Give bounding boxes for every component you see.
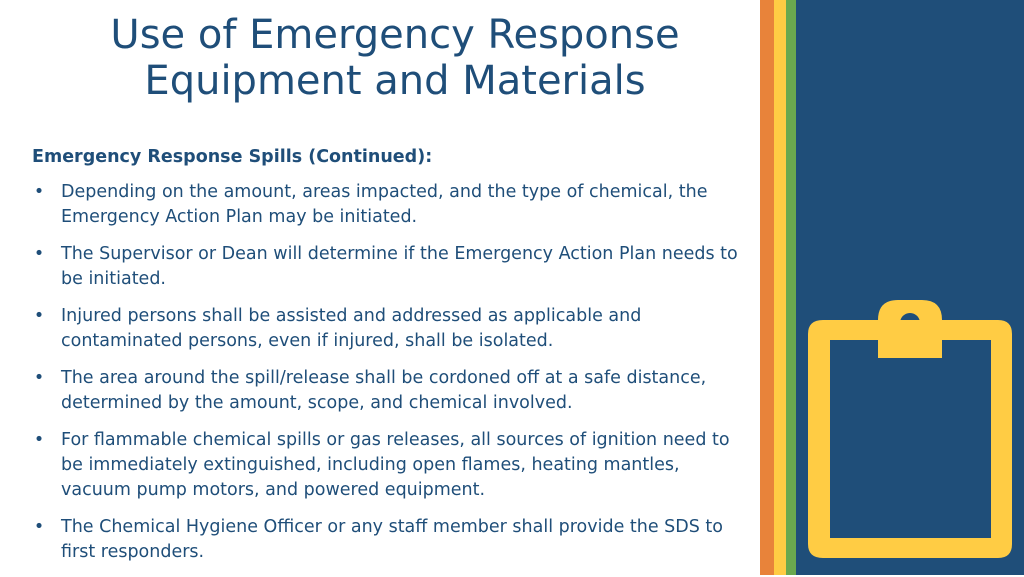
- bullet-icon: •: [33, 182, 45, 202]
- bullet-item: [32, 366, 752, 416]
- section-subheading: Emergency Response Spills (Continued):: [32, 147, 433, 167]
- accent-stripe-green: [786, 0, 796, 575]
- bullet-text: For flammable chemical spills or gas releases, all sources of ignition need to be immediately extinguished, including open flames, heating mantles, vacuum pump motors, and powered equipment.: [61, 430, 730, 500]
- slide-title: [30, 12, 760, 104]
- bullet-item: [32, 304, 752, 354]
- bullet-list: [32, 180, 752, 577]
- accent-stripe-yellow: [774, 0, 786, 575]
- bullet-item: [32, 428, 752, 503]
- bullet-icon: •: [33, 517, 45, 537]
- slide-title-line-2: Equipment and Materials: [144, 58, 646, 104]
- bullet-icon: •: [33, 244, 45, 264]
- bullet-icon: •: [33, 368, 45, 388]
- bullet-item: [32, 515, 752, 565]
- accent-stripe-orange: [760, 0, 774, 575]
- bullet-text: The area around the spill/release shall be cordoned off at a safe distance, determined by the amount, scope, and chemical involved.: [61, 368, 707, 413]
- bullet-item: [32, 242, 752, 292]
- bullet-icon: •: [33, 306, 45, 326]
- bullet-text: The Supervisor or Dean will determine if the Emergency Action Plan needs to be initiated.: [61, 244, 738, 289]
- bullet-icon: •: [33, 430, 45, 450]
- bullet-text: Depending on the amount, areas impacted, and the type of chemical, the Emergency Action Plan may be initiated.: [61, 182, 708, 227]
- bullet-text: The Chemical Hygiene Officer or any staff member shall provide the SDS to first responders.: [61, 517, 724, 562]
- slide-title-line-1: Use of Emergency Response: [110, 12, 680, 58]
- bullet-text: Injured persons shall be assisted and addressed as applicable and contaminated persons, even if injured, shall be isolated.: [61, 306, 642, 351]
- bullet-item: [32, 180, 752, 230]
- clipboard-icon: [808, 296, 1012, 558]
